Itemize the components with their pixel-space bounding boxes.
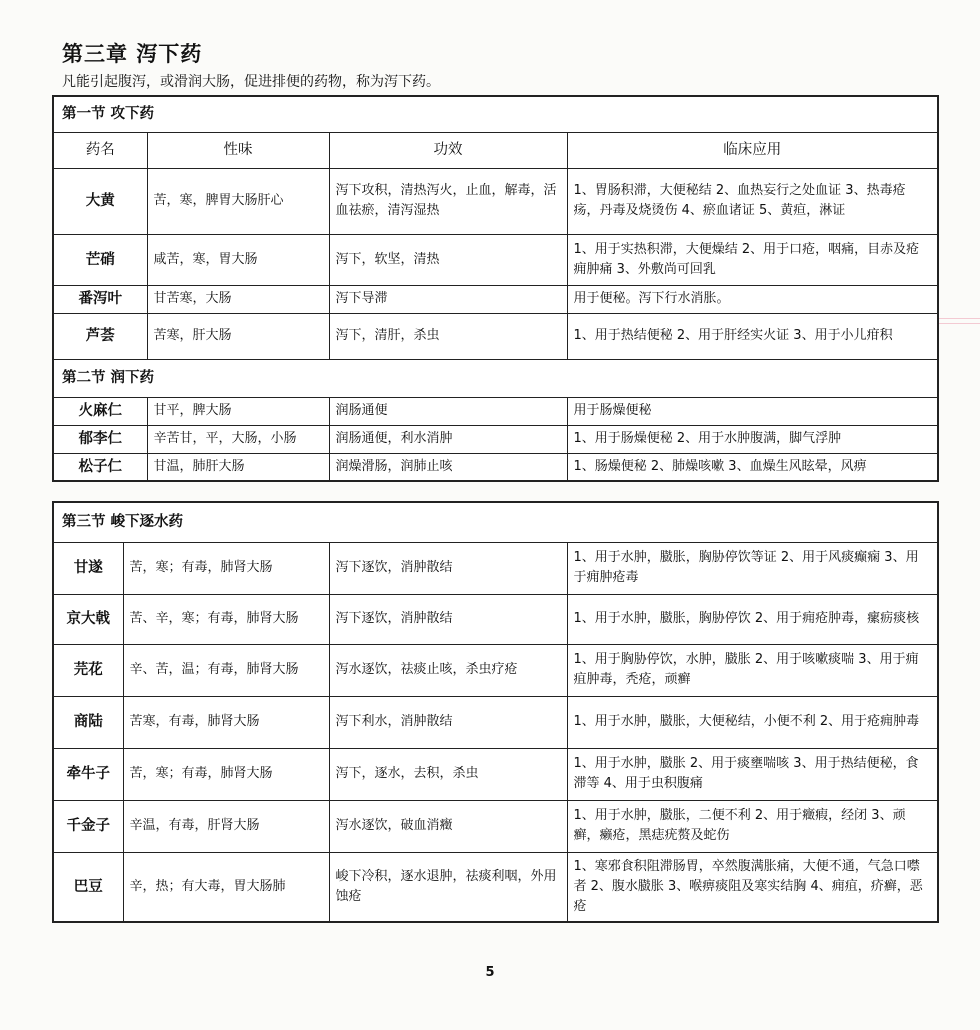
table-row <box>53 313 938 359</box>
herb-effect: 润肠通便 <box>329 397 567 425</box>
herb-effect: 泻下，逐水，去积，杀虫 <box>329 748 567 800</box>
herb-effect: 泻下利水，消肿散结 <box>329 696 567 748</box>
herb-name: 火麻仁 <box>53 397 147 425</box>
table-row <box>53 542 938 594</box>
herb-taste: 苦，寒，脾胃大肠肝心 <box>147 168 329 234</box>
herb-usage: 1、用于水肿，臌胀，胸胁停饮 2、用于痈疮肿毒，瘰疬痰核 <box>567 594 938 644</box>
herb-usage: 1、用于水肿，臌胀，二便不利 2、用于癥瘕，经闭 3、顽癣，癞疮，黑痣疣赘及蛇伤 <box>567 800 938 852</box>
herb-usage: 用于便秘。泻下行水消胀。 <box>567 285 938 313</box>
table-sections-1-2 <box>52 95 939 482</box>
herb-name: 千金子 <box>53 800 123 852</box>
column-header-taste: 性味 <box>147 132 329 168</box>
table-row <box>53 696 938 748</box>
section-title: 第一节 攻下药 <box>53 96 938 132</box>
column-header-name: 药名 <box>53 132 147 168</box>
herb-taste: 咸苦，寒，胃大肠 <box>147 234 329 285</box>
herb-usage: 1、肠燥便秘 2、肺燥咳嗽 3、血燥生风眩晕，风痹 <box>567 453 938 481</box>
herb-name: 松子仁 <box>53 453 147 481</box>
table-row <box>53 168 938 234</box>
herb-taste: 辛苦甘，平，大肠，小肠 <box>147 425 329 453</box>
table-row <box>53 234 938 285</box>
herb-effect: 泻下导滞 <box>329 285 567 313</box>
herb-usage: 1、用于胸胁停饮，水肿，臌胀 2、用于咳嗽痰喘 3、用于痈疽肿毒，秃疮，顽癣 <box>567 644 938 696</box>
chapter-title: 第三章 泻下药 <box>62 42 203 66</box>
herb-taste: 苦，寒；有毒，肺肾大肠 <box>123 542 329 594</box>
herb-effect: 润燥滑肠，润肺止咳 <box>329 453 567 481</box>
herb-effect: 润肠通便，利水消肿 <box>329 425 567 453</box>
page-number: 5 <box>485 965 495 980</box>
herb-effect: 泻下逐饮，消肿散结 <box>329 542 567 594</box>
herb-usage: 1、用于水肿，臌胀 2、用于痰壅喘咳 3、用于热结便秘，食滞等 4、用于虫积腹痛 <box>567 748 938 800</box>
herb-name: 芒硝 <box>53 234 147 285</box>
herb-taste: 甘苦寒，大肠 <box>147 285 329 313</box>
herb-taste: 甘温，肺肝大肠 <box>147 453 329 481</box>
herb-effect: 泻下逐饮，消肿散结 <box>329 594 567 644</box>
herb-effect: 泻下攻积，清热泻火，止血，解毒，活血祛瘀，清泻湿热 <box>329 168 567 234</box>
herb-taste: 甘平，脾大肠 <box>147 397 329 425</box>
herb-taste: 辛温，有毒，肝肾大肠 <box>123 800 329 852</box>
table-row <box>53 285 938 313</box>
herb-name: 大黄 <box>53 168 147 234</box>
section-title: 第三节 峻下逐水药 <box>53 502 938 542</box>
column-header-effect: 功效 <box>329 132 567 168</box>
herb-usage: 1、胃肠积滞，大便秘结 2、血热妄行之处血证 3、热毒疮疡，丹毒及烧烫伤 4、瘀血诸证 5、黄疸，淋证 <box>567 168 938 234</box>
table-section-3 <box>52 501 939 923</box>
herb-name: 郁李仁 <box>53 425 147 453</box>
section-header-row <box>53 502 938 542</box>
herb-usage: 1、用于水肿，臌胀，大便秘结，小便不利 2、用于疮痈肿毒 <box>567 696 938 748</box>
table-row <box>53 644 938 696</box>
table-row <box>53 800 938 852</box>
herb-taste: 苦、辛，寒；有毒，肺肾大肠 <box>123 594 329 644</box>
herb-name: 商陆 <box>53 696 123 748</box>
section-header-row <box>53 96 938 132</box>
herb-effect: 泻下，清肝，杀虫 <box>329 313 567 359</box>
herb-name: 番泻叶 <box>53 285 147 313</box>
herb-name: 甘遂 <box>53 542 123 594</box>
herb-usage: 1、用于实热积滞，大便燥结 2、用于口疮，咽痛，目赤及疮痈肿痛 3、外敷尚可回乳 <box>567 234 938 285</box>
herb-taste: 苦寒，肝大肠 <box>147 313 329 359</box>
herb-taste: 辛，热；有大毒，胃大肠肺 <box>123 852 329 922</box>
table-row <box>53 397 938 425</box>
herb-usage: 1、用于水肿，臌胀，胸胁停饮等证 2、用于风痰癫痫 3、用于痈肿疮毒 <box>567 542 938 594</box>
table-row <box>53 852 938 922</box>
table-row <box>53 748 938 800</box>
column-header-usage: 临床应用 <box>567 132 938 168</box>
herb-name: 京大戟 <box>53 594 123 644</box>
herb-taste: 苦，寒；有毒，肺肾大肠 <box>123 748 329 800</box>
herb-usage: 1、用于热结便秘 2、用于肝经实火证 3、用于小儿疳积 <box>567 313 938 359</box>
herb-usage: 1、寒邪食积阻滞肠胃，卒然腹满胀痛，大便不通，气急口噤者 2、腹水臌胀 3、喉痹痰阻及寒实结胸 4、痈疽，疥癣，恶疮 <box>567 852 938 922</box>
herb-name: 巴豆 <box>53 852 123 922</box>
herb-usage: 用于肠燥便秘 <box>567 397 938 425</box>
herb-effect: 泻水逐饮，破血消癥 <box>329 800 567 852</box>
herb-name: 芫花 <box>53 644 123 696</box>
herb-effect: 泻水逐饮，祛痰止咳，杀虫疗疮 <box>329 644 567 696</box>
herb-name: 芦荟 <box>53 313 147 359</box>
section-header-row <box>53 359 938 397</box>
herb-effect: 泻下，软坚，清热 <box>329 234 567 285</box>
herb-taste: 苦寒，有毒，肺肾大肠 <box>123 696 329 748</box>
herb-name: 牵牛子 <box>53 748 123 800</box>
herb-taste: 辛、苦，温；有毒，肺肾大肠 <box>123 644 329 696</box>
herb-effect: 峻下冷积，逐水退肿，祛痰利咽，外用蚀疮 <box>329 852 567 922</box>
chapter-description: 凡能引起腹泻，或滑润大肠，促进排便的药物，称为泻下药。 <box>62 74 440 90</box>
table-row <box>53 453 938 481</box>
column-header-row <box>53 132 938 168</box>
section-title: 第二节 润下药 <box>53 359 938 397</box>
herb-usage: 1、用于肠燥便秘 2、用于水肿腹满，脚气浮肿 <box>567 425 938 453</box>
table-row <box>53 594 938 644</box>
table-row <box>53 425 938 453</box>
